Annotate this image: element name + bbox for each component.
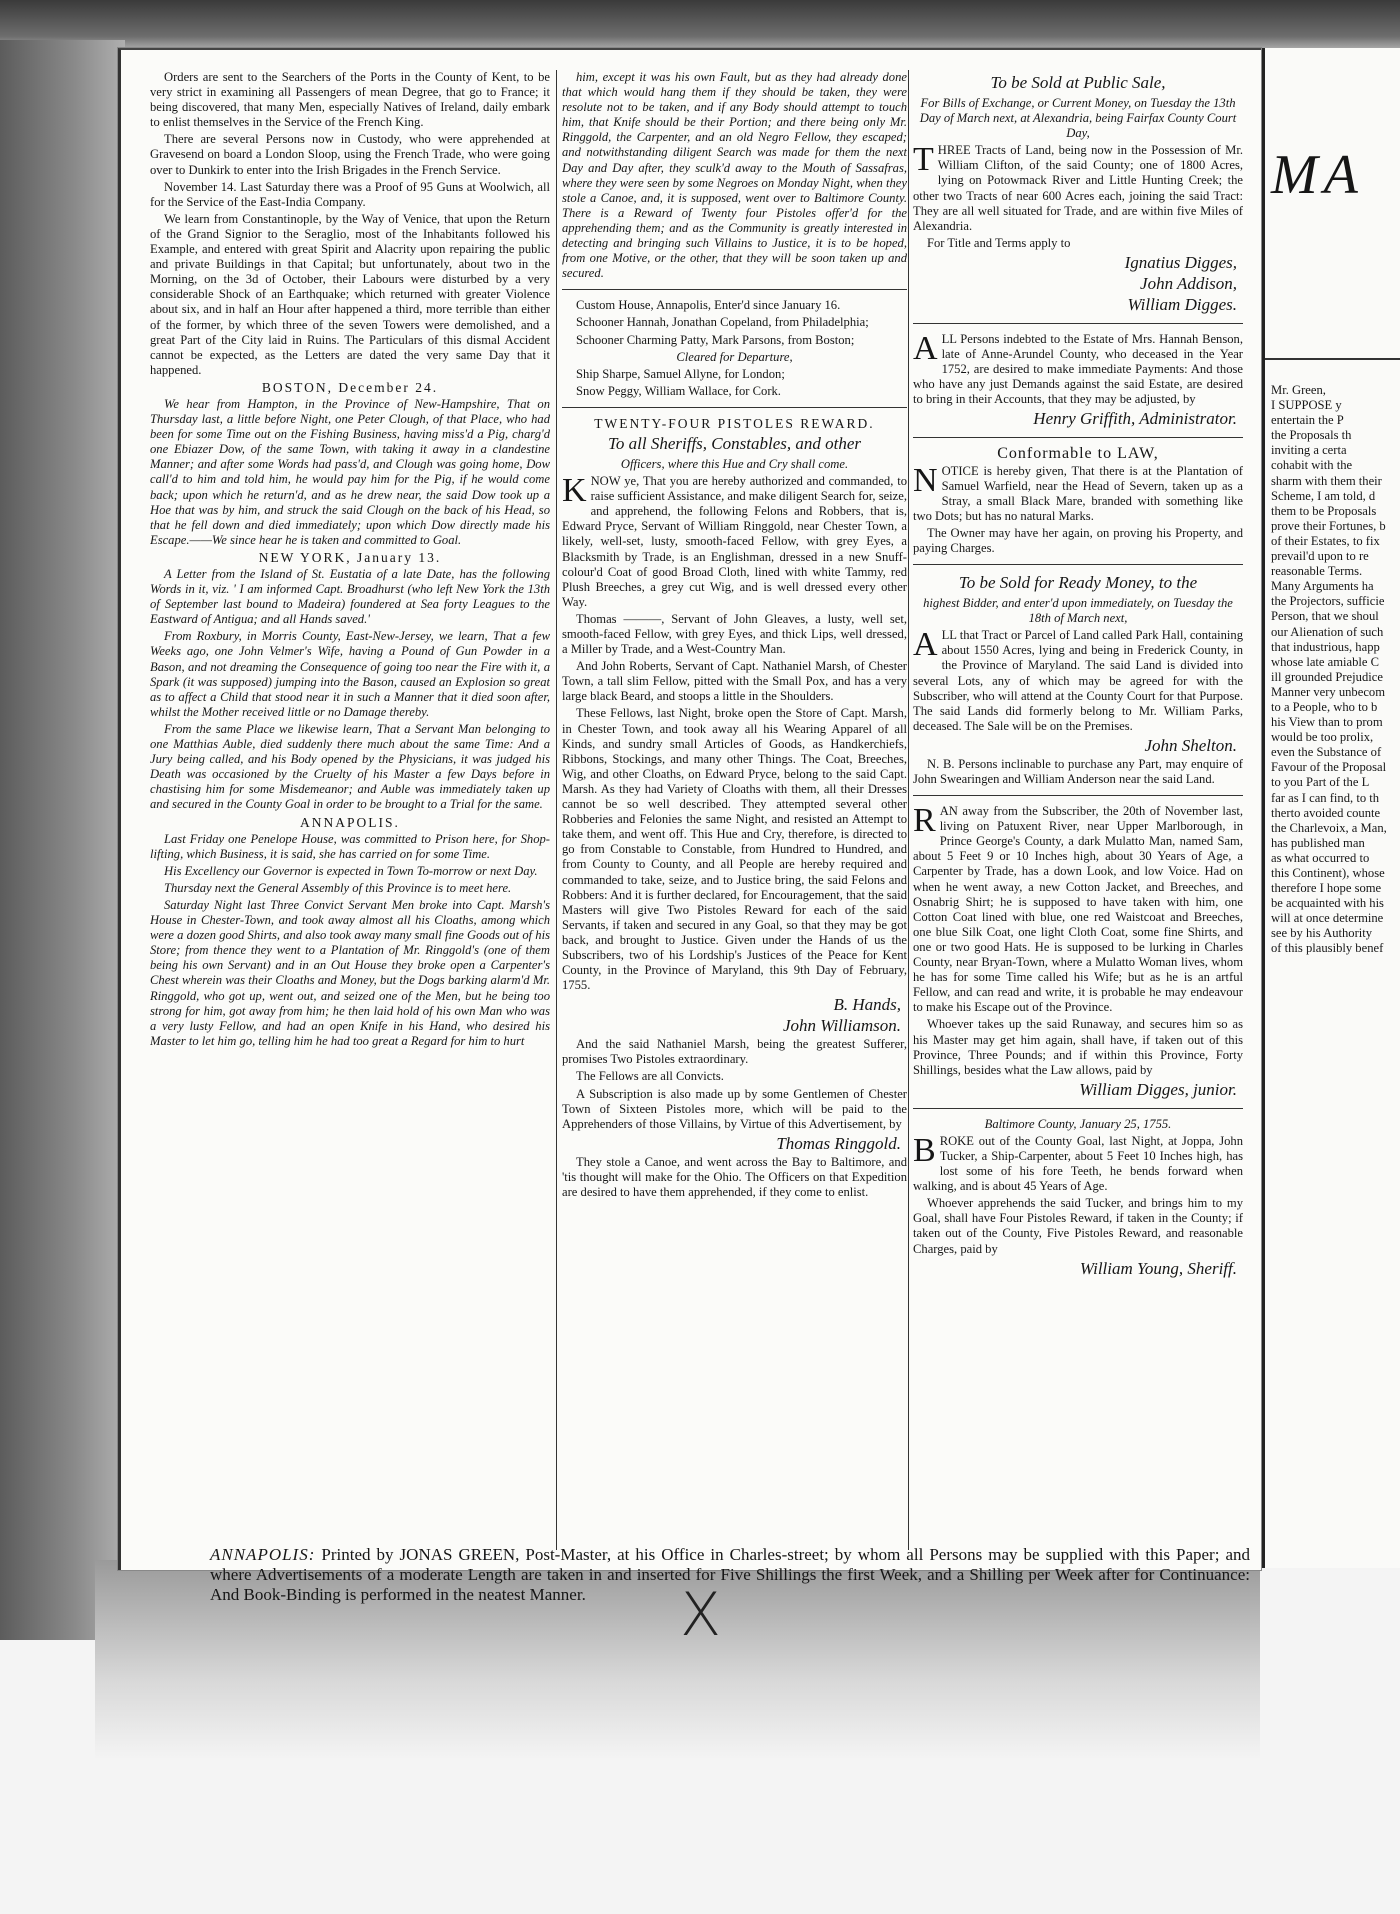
adjacent-line: therefore I hope some — [1271, 881, 1382, 896]
paragraph: ROKE out of the County Goal, last Night, at Joppa, John Tucker, a Ship-Carpenter, about 5 Feet 10 Inches high, has lost some of his fore Teeth, he bends forward when walking, and is about 45 Years of Age. — [913, 1133, 1243, 1194]
adjacent-line: Manner very unbecom — [1271, 684, 1386, 699]
adjacent-line: even the Substance of — [1271, 745, 1382, 760]
dateline-baltimore: Baltimore County, January 25, 1755. — [984, 1116, 1172, 1131]
adjacent-line: to you Part of the L — [1271, 775, 1370, 790]
adjacent-page — [1262, 48, 1400, 1568]
adjacent-line: of this plausibly benef — [1271, 941, 1384, 956]
colophon — [210, 1545, 1250, 1605]
adjacent-line: his View than to prom — [1271, 715, 1383, 730]
column-news — [150, 70, 550, 1520]
paragraph: There are several Persons now in Custody, who were apprehended at Gravesend on board a London Sloop, using the French Trade, who were going over to Dunkirk to enter into the Irish Brigades in the French Service. — [150, 132, 550, 177]
adjacent-line: the Charlevoix, a Man, — [1271, 820, 1387, 835]
adjacent-line: see by his Authority — [1271, 926, 1373, 941]
drop-cap: A — [913, 329, 938, 367]
adjacent-line: I SUPPOSE y — [1271, 398, 1342, 413]
reward-subtitle: Officers, where this Hue and Cry shall come. — [620, 456, 849, 471]
colophon-town: ANNAPOLIS: — [210, 1545, 316, 1564]
adjacent-line: to a People, who to b — [1271, 699, 1378, 714]
scan-shadow-top — [0, 0, 1400, 52]
drop-cap: R — [913, 802, 936, 840]
adjacent-line: Favour of the Proposal — [1271, 760, 1387, 775]
divider — [913, 323, 1243, 324]
paragraph: LL Persons indebted to the Estate of Mrs. Hannah Benson, late of Anne-Arundel County, who deceased in the Year 1752, are desired to make immediate Payments: And those who have any just Demands against the said Estate, are desired to bring in their Accounts, that they may be adjusted, by — [913, 331, 1243, 407]
adjacent-line: entertain the P — [1271, 413, 1344, 428]
divider — [913, 564, 1243, 565]
paragraph: Thursday next the General Assembly of this Province is to meet here. — [164, 880, 512, 895]
customs-line: Schooner Charming Patty, Mark Parsons, from Boston; — [576, 332, 855, 347]
divider — [913, 795, 1243, 796]
paragraph: A Letter from the Island of St. Eustatia of a late Date, has the following Words in it, viz. ' I am informed Capt. Broadhurst (who left New York the 13th of September last bound to Madeira) foundered at Sea forty Leagues to the Eastward of Antigua; and all Hands saved.' — [150, 567, 550, 627]
adjacent-line: has published man — [1271, 835, 1365, 850]
signature: William Digges. — [1127, 294, 1237, 314]
adjacent-line: inviting a certa — [1271, 443, 1347, 458]
column-rule-1 — [556, 70, 557, 1550]
dateline-annapolis: ANNAPOLIS. — [300, 814, 400, 830]
dateline-new-york: NEW YORK, January 13. — [258, 549, 442, 565]
paragraph: And John Roberts, Servant of Capt. Nathaniel Marsh, of Chester Town, a tall slim Fellow, pitted with the Small Pox, and has a very large black Beard, and stoops a little in the Shoulders. — [562, 659, 907, 704]
paragraph: A Subscription is also made up by some Gentlemen of Chester Town of Sixteen Pistoles more, which will be paid to the Apprehenders of those Villains, by Virtue of this Advertisement, by — [562, 1086, 907, 1131]
dateline-boston: BOSTON, December 24. — [261, 379, 439, 395]
adjacent-line: this Continent), whose — [1271, 866, 1385, 880]
colophon-text: Printed by JONAS GREEN, Post-Master, at his Office in Charles-street; by whom all Persons may be supplied with this Paper; and where Advertisements of a moderate Length are taken in and inserted for Five Shillings the first Week, and a Shilling per Week after for Continuance: And Book-Binding is performed in the neatest Manner. — [210, 1545, 1250, 1604]
ad-title: To be Sold at Public Sale, — [990, 73, 1166, 92]
adjacent-page-text — [1271, 383, 1399, 957]
paragraph: We learn from Constantinople, by the Way of Venice, that upon the Return of the Grand Signior to the Seraglio, most of the Inhabitants followed his Example, and entered with great Spirit and Alacrity upon repairing the public and private Buildings in that Capital; but unfortunately, about two in the Morning, on the 3d of October, their Labours were disturbed by a very considerable Shock of an Earthquake; which returned with greater Violence about six, and in half an Hour after happened a third, more terrible than either of the former, by which three of the seven Towers were demolished, and a great Part of the City laid in Ruins. The Particulars of this dismal Accident cannot be expected, as the Letters are dated the very same Day that it happened. — [150, 211, 550, 377]
signature: William Digges, junior. — [1079, 1079, 1237, 1099]
customs-line: Schooner Hannah, Jonathan Copeland, from Philadelphia; — [576, 315, 869, 330]
adjacent-masthead: MA — [1271, 144, 1364, 206]
paragraph: Orders are sent to the Searchers of the Ports in the County of Kent, to be very strict in examining all Passengers of mean Degree, that go to France; it being discovered, that many Men, especially Natives of Ireland, daily embark to enlist themselves in the Service of the French King. — [150, 70, 550, 130]
paragraph: November 14. Last Saturday there was a Proof of 95 Guns at Woolwich, all for the Service of the East-India Company. — [150, 179, 550, 209]
signature: Ignatius Digges, — [1124, 252, 1237, 272]
signature: Henry Griffith, Administrator. — [1033, 409, 1237, 429]
adjacent-rule — [1265, 358, 1400, 360]
adjacent-line: therto avoided counte — [1271, 805, 1381, 820]
paragraph: And the said Nathaniel Marsh, being the greatest Sufferer, promises Two Pistoles extraordinary. — [562, 1037, 907, 1067]
signature: John Williamson. — [782, 1016, 901, 1036]
divider — [913, 1108, 1243, 1109]
adjacent-line: our Alienation of such — [1271, 624, 1384, 639]
divider — [562, 407, 907, 408]
column-notices — [562, 70, 907, 1520]
signature: John Addison, — [1140, 273, 1237, 293]
adjacent-line: Person, that we shoul — [1271, 609, 1379, 624]
paragraph: Last Friday one Penelope House, was committed to Prison here, for Shop-lifting, which Business, it is said, she has carried on for some Time. — [150, 831, 550, 861]
paragraph: From the same Place we likewise learn, That a Servant Man belonging to one Matthias Auble, died suddenly there much about the same Time: And a Jury being called, and his Body opened by the Physicians, it was judged his Death was occasioned by the Cruelty of his Master a few Days before in chastising him for some Misdemeanor; and Auble was immediately taken up and secured in the County Goal in order to be brought to a Trial for the same. — [150, 721, 550, 812]
adjacent-line: be acquainted with his — [1271, 896, 1384, 911]
paragraph: His Excellency our Governor is expected in Town To-morrow or next Day. — [164, 863, 538, 878]
paragraph: Saturday Night last Three Convict Servant Men broke into Capt. Marsh's House in Chester-Town, and took away almost all his Cloaths, among which were a dozen good Shirts, and also took away many small fine Goods out of his Store; from thence they went to a Plantation of Mr. Ringgold's (one of them being his own Servant) and in an Out House they broke open a Carpenter's Chest wherein was their Cloaths and Money, but the Dogs barking alarm'd Mr. Ringgold, who got up, went out, and seized one of the Men, but he being too strong for him, got away from him; he then laid hold of his own Man who was a very lusty Fellow, and had an open Knife in his Hand, who desired his Master to let him go, telling him he had too great a Regard for him to hurt — [150, 897, 550, 1048]
handwritten-x-mark: X — [680, 1580, 722, 1650]
paragraph: Whoever apprehends the said Tucker, and brings him to my Goal, shall have Four Pistoles Reward, if taken in the County; if taken out of the County, Five Pistoles Reward, and reasonable Charges, paid by — [913, 1196, 1243, 1256]
paragraph: Whoever takes up the said Runaway, and secures him so as his Master may get him again, shall have, if taken out of this Province, Three Pounds; and if within this Province, Forty Shillings, besides what the Law allows, paid by — [913, 1017, 1243, 1077]
reward-title: To all Sheriffs, Constables, and other — [608, 433, 861, 453]
signature: B. Hands, — [833, 995, 901, 1015]
customs-line: Custom House, Annapolis, Enter'd since January 16. — [576, 298, 841, 313]
paragraph: AN away from the Subscriber, the 20th of November last, living on Patuxent River, near Upper Marlborough, in Prince George's County, a dark Mulatto Man, named Sam, about 5 Feet 9 or 10 Inches high, about 30 Years of Age, a Carpenter by Trade, has a down Look, and low Voice. Had on when he went away, a new Cotton Jacket, and Breeches, and Osnabrig Shirt; he is supposed to have taken with him, one Cotton Coat lined with blue, one red Waistcoat and Breeches, one blue Silk Coat, one light Cloth Coat, some fine Shirts, and one or two good Hats. He is supposed to be lurking in Charles County, near Bryan-Town, where a Mulatto Woman lives, whom he has for some Time called his Wife; but as he is an artful Fellow, and can read and write, it is probable he may endeavour to make his Escape out of the Province. — [913, 804, 1243, 1015]
paragraph: We hear from Hampton, in the Province of New-Hampshire, That on Thursday last, a little before Night, one Peter Clough, of that Place, who had been for some Time out on the Fishing Business, having miss'd a Pig, charg'd one Ebiazer Dow, of the same Town, with taking it away in a clandestine Manner; and after some Words had pass'd, and Clough was going home, Dow call'd to him and told him, he would pay him for the Pig, if he would come back; upon which he return'd, and as he drew near, the said Dow took up a Hoe that was by him, and struck the said Clough on the back of his Head, so that he fell down and died immediately; upon which Dow directly made his Escape.——We since hear he is taken and committed to Goal. — [150, 396, 550, 547]
ad-title: To be Sold for Ready Money, to the — [958, 573, 1198, 593]
paragraph: From Roxbury, in Morris County, East-New-Jersey, we learn, That a few Weeks ago, one John Velmer's Wife, having a Pound of Gun Powder in a Bason, and not dreaming the Consequence of going too near the Fire with it, a Spark (it was supposed) jumping into the Bason, caused an Explosion so great as to affect a Child that stood near it in such a Manner that it died soon after, whilst the Mother received little or no Damage thereby. — [150, 629, 550, 719]
ad-subtitle: highest Bidder, and enter'd upon immediately, on Tuesday the 18th of March next, — [923, 596, 1233, 626]
adjacent-line: far as I can find, to th — [1271, 790, 1380, 805]
drop-cap: B — [913, 1131, 936, 1169]
paragraph: him, except it was his own Fault, but as they had already done that which would hang them if they should be taken, they were resolute not to be taken, and if any Body should attempt to touch him, that Knife should be their Portion; and there being only Mr. Ringgold, the Carpenter, and an old Negro Fellow, they escaped; and notwithstanding diligent Search was made for them the next Day and Day after, they sculk'd away to the Mouth of Sassafras, where they were seen by some Negroes on Monday Night, when they stole a Canoe, and, it is supposed, went over to Baltimore County. There is a Reward of Twenty four Pistoles offer'd for the apprehending them; and as the Community is greatly interested in detecting and bringing such Villains to Justice, it is to be hoped, from one Motive, or the other, that they will be soon taken up and secured. — [562, 70, 907, 281]
adjacent-line: sharm with them their — [1271, 473, 1382, 488]
drop-cap: T — [913, 141, 934, 179]
adjacent-line: the Projectors, sufficie — [1271, 594, 1385, 609]
signature: John Shelton. — [1144, 735, 1237, 755]
drop-cap: N — [913, 461, 938, 499]
paragraph: Thomas ———, Servant of John Gleaves, a lusty, well set, smooth-faced Fellow, with grey Eyes, and thick Lips, well dressed, a Miller by Trade, and a West-Country Man. — [562, 611, 907, 657]
signature: William Young, Sheriff. — [1079, 1258, 1237, 1278]
column-advertisements — [913, 70, 1243, 1520]
divider — [913, 437, 1243, 438]
adjacent-line: prove their Fortunes, b — [1271, 518, 1386, 533]
adjacent-line: Scheme, I am told, d — [1271, 488, 1376, 503]
scan-shadow-left — [0, 40, 125, 1640]
divider — [562, 289, 907, 290]
adjacent-line: prevail'd upon to re — [1271, 549, 1369, 564]
paragraph: N. B. Persons inclinable to purchase any Part, may enquire of John Swearingen and William Anderson near the said Land. — [913, 756, 1243, 786]
paragraph: LL that Tract or Parcel of Land called Park Hall, containing about 1550 Acres, lying and being in Frederick County, in the Province of Maryland. The said Land is divided into several Lots, any of which may be agreed for with the Subscriber, who will attend at the County Court for that Purpose. The said Lands did formerly belong to Mr. William Parks, deceased. The Sale will be on the Premises. — [913, 628, 1243, 733]
paragraph: OTICE is hereby given, That there is at the Plantation of Samuel Warfield, near the Head of Severn, taken up as a Stray, a small Black Mare, branded with something like two Dots; but has no natural Marks. — [913, 463, 1243, 523]
drop-cap: K — [562, 472, 587, 510]
adjacent-line: as what occurred to — [1271, 850, 1370, 865]
adjacent-line: the Proposals th — [1271, 428, 1352, 443]
column-rule-2 — [908, 70, 909, 1550]
adjacent-line: whose late amiable C — [1271, 654, 1380, 669]
adjacent-line: of their Estates, to fix — [1271, 533, 1380, 548]
signature: Thomas Ringgold. — [776, 1133, 901, 1153]
adjacent-line: ill grounded Prejudice — [1271, 669, 1383, 684]
paragraph: HREE Tracts of Land, being now in the Possession of Mr. William Clifton, of the said County; one of 1800 Acres, lying on Potowmack River and Little Hunting Creek; the other two Tracts of near 600 Acres each, joining the said Tract: They are all well situated for Trade, and are within five Miles of Alexandria. — [913, 143, 1243, 233]
adjacent-line: would be too prolix, — [1271, 730, 1374, 745]
customs-line: Ship Sharpe, Samuel Allyne, for London; — [576, 366, 785, 381]
adjacent-line: will at once determine — [1271, 911, 1384, 926]
paragraph: NOW ye, That you are hereby authorized and commanded, to raise sufficient Assistance, and make diligent Search for, seize, and apprehend, the following Felons and Robbers, that is, Edward Pryce, Servant of William Ringgold, near Chester Town, a likely, well-set, lusty, smooth-faced Fellow, with grey Eyes, a Blacksmith by Trade, is an Englishman, dressed in a new Snuff-colour'd Coat of good Broad Cloth, lined with white Tammy, red Plush Breeches, a grey cut Wig, and is well dressed every other Way. — [562, 474, 907, 609]
ad-subtitle: For Bills of Exchange, or Current Money, on Tuesday the 13th Day of March next, at Alexandria, being Fairfax County Court Day, — [919, 96, 1237, 141]
paragraph: For Title and Terms apply to — [927, 235, 1071, 250]
paragraph: They stole a Canoe, and went across the Bay to Baltimore, and 'tis thought will make for the Ohio. The Officers on that Expedition are desired to have them apprehended, if they come to enlist. — [562, 1154, 907, 1199]
adjacent-line: Many Arguments ha — [1271, 579, 1374, 594]
paragraph: These Fellows, last Night, broke open the Store of Capt. Marsh, in Chester Town, and took away all his Wearing Apparel of all Kinds, and sundry small Articles of Goods, as Handkerchiefs, Ribbons, Stockings, and many other Things. The Coat, Breeches, Wig, and other Cloaths, on Edward Pryce, belong to the said Capt. Marsh. As they had Variety of Cloaths with them, all their Dresses cannot be so well described. They attempted several other Robberies and Felonies the same Night, and resisted an Attempt to take them, and went off. This Hue and Cry, therefore, is directed to go from Constable to Constable, from Hundred to Hundred, and from County to County, and all People are hereby required and commanded to take, seize, and to Justice bring, the said Felons and Robbers: And it is further declared, for Encouragement, that the said Masters will give Two Pistoles Reward for each of the said Servants, if taken and secured in any Goal, so that they may be got back, and brought to Justice. Given under the Hands of us the Subscribers, two of his Lordship's Justices of the Peace for Kent County, in the Province of Maryland, this 9th Day of February, 1755. — [562, 706, 907, 993]
adjacent-line: them to be Proposals — [1271, 503, 1377, 518]
drop-cap: A — [913, 626, 938, 664]
paragraph: The Owner may have her again, on proving his Property, and paying Charges. — [913, 525, 1243, 555]
ad-heading: Conformable to LAW, — [997, 445, 1159, 463]
reward-heading: TWENTY-FOUR PISTOLES REWARD. — [594, 415, 875, 431]
customs-line: Snow Peggy, William Wallace, for Cork. — [576, 383, 781, 398]
adjacent-line: cohabit with the — [1271, 458, 1353, 473]
paragraph: The Fellows are all Convicts. — [576, 1069, 724, 1084]
adjacent-line: that industrious, happ — [1271, 639, 1380, 654]
adjacent-line: Mr. Green, — [1271, 383, 1326, 397]
adjacent-line: reasonable Terms. — [1271, 564, 1363, 579]
customs-subhead: Cleared for Departure, — [676, 349, 793, 364]
